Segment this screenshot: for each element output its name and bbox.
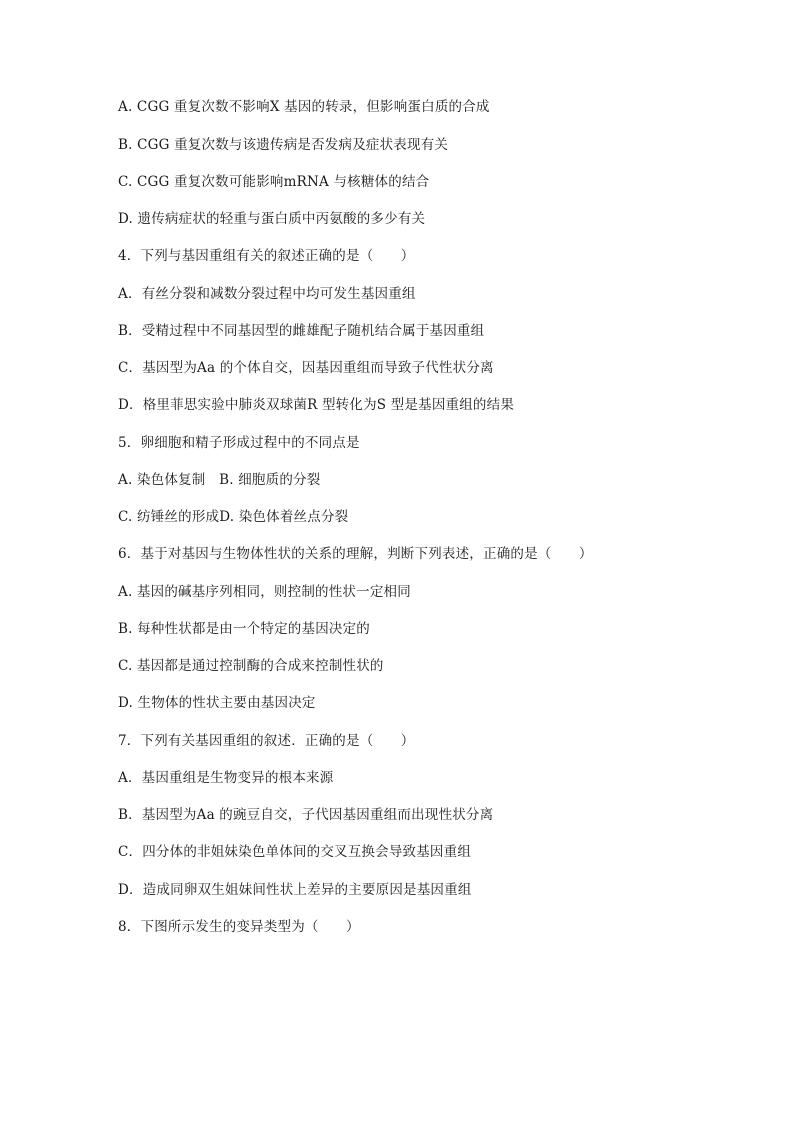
q4-option-c: C．基因型为Aa 的个体自交，因基因重组而导致子代性状分离 [118,360,494,376]
q4-option-d: D．格里菲思实验中肺炎双球菌R 型转化为S 型是基因重组的结果 [118,397,515,413]
q6-option-a: A. 基因的碱基序列相同，则控制的性状一定相同 [118,584,411,600]
q3-option-c: C. CGG 重复次数可能影响mRNA 与核糖体的结合 [118,174,430,190]
q6-option-c: C. 基因都是通过控制酶的合成来控制性状的 [118,658,384,674]
q3-option-d: D. 遗传病症状的轻重与蛋白质中丙氨酸的多少有关 [118,211,426,227]
q6-stem: 6．基于对基因与生物体性状的关系的理解，判断下列表述，正确的是（ ） [118,546,593,562]
q7-option-d: D．造成同卵双生姐妹间性状上差异的主要原因是基因重组 [118,882,472,898]
q3-option-b: B. CGG 重复次数与该遗传病是否发病及症状表现有关 [118,137,449,153]
q5-options-cd: C. 纺锤丝的形成D. 染色体着丝点分裂 [118,509,349,525]
q7-option-b: B．基因型为Aa 的豌豆自交，子代因基因重组而出现性状分离 [118,807,494,823]
q7-stem: 7．下列有关基因重组的叙述．正确的是（ ） [118,733,415,749]
q8-stem: 8．下图所示发生的变异类型为（ ） [118,919,360,935]
q4-option-b: B．受精过程中不同基因型的雌雄配子随机结合属于基因重组 [118,323,485,339]
q7-option-a: A．基因重组是生物变异的根本来源 [118,770,334,786]
q4-stem: 4．下列与基因重组有关的叙述正确的是（ ） [118,248,415,264]
q7-option-c: C．四分体的非姐妹染色单体间的交叉互换会导致基因重组 [118,844,472,860]
q5-options-ab: A. 染色体复制 B. 细胞质的分裂 [118,472,321,488]
q6-option-d: D. 生物体的性状主要由基因决定 [118,695,316,711]
q4-option-a: A．有丝分裂和减数分裂过程中均可发生基因重组 [118,286,416,302]
q6-option-b: B. 每种性状都是由一个特定的基因决定的 [118,621,371,637]
q3-option-a: A. CGG 重复次数不影响X 基因的转录，但影响蛋白质的合成 [118,99,490,115]
q5-stem: 5．卵细胞和精子形成过程中的不同点是 [118,435,360,451]
